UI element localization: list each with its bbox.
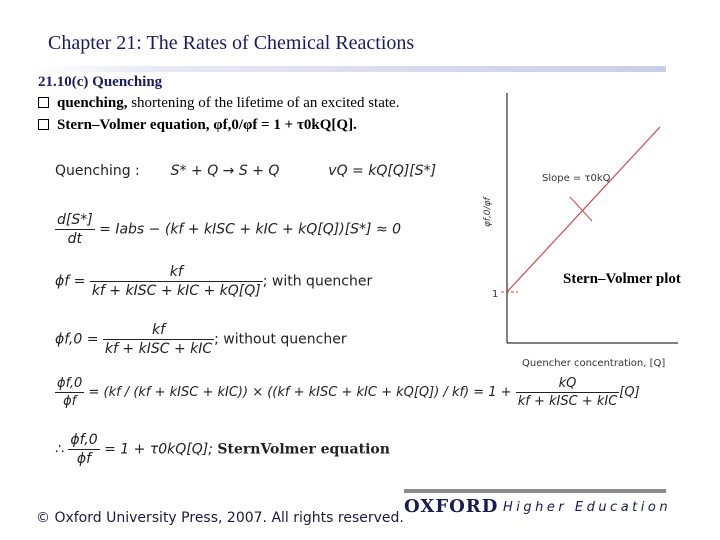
- stern-volmer-plot: [470, 85, 690, 375]
- eq-phi-f-lhs: ϕf =: [55, 273, 86, 290]
- bullet-box-icon: [38, 119, 49, 130]
- eq-rate-steady-state: [55, 212, 401, 247]
- eq-ratio-end-num: kQ: [558, 376, 577, 391]
- eq-phi-f0-den: kf + kISC + kIC: [104, 341, 213, 357]
- slope-label: Slope = τ0kQ: [542, 173, 611, 184]
- eq-rate-lhs-den: dt: [55, 229, 95, 247]
- bullet-quenching: [38, 95, 399, 112]
- eq-phi-f0-lhs: ϕf,0 =: [55, 331, 99, 348]
- eq-final-prefix: ∴: [55, 441, 64, 458]
- bullet-term: quenching,: [57, 95, 128, 111]
- eq-phi-f-num: kf: [169, 264, 183, 280]
- y-intercept-label: 1: [492, 289, 499, 300]
- eq-rate-rhs: = Iabs − (kf + kISC + kIC + kQ[Q])[S*] ≈ 0: [99, 221, 402, 238]
- eq-quenching-reaction: S* + Q → S + Q: [170, 163, 280, 179]
- eq-ratio: [55, 376, 640, 409]
- eq-phi-f0-num: kf: [152, 322, 166, 338]
- slide-title: Chapter 21: The Rates of Chemical Reactions: [48, 32, 415, 54]
- bullet-text: shortening of the lifetime of an excited state.: [127, 95, 400, 111]
- sv-series-line: [507, 127, 660, 292]
- section-heading: 21.10(c) Quenching: [38, 74, 163, 90]
- oxford-logo: OXFORD: [404, 496, 499, 517]
- eq-final-label: SternVolmer equation: [217, 441, 390, 458]
- eq-final: [55, 432, 390, 467]
- bullet-stern-volmer: [38, 117, 357, 134]
- eq-final-den: ϕf: [68, 449, 99, 467]
- eq-final-num: ϕf,0: [70, 432, 98, 448]
- eq-phi-f-den: kf + kISC + kIC + kQ[Q]: [91, 283, 261, 299]
- eq-quenching: [55, 163, 436, 179]
- bullet-text: Stern–Volmer equation, φf,0/φf = 1 + τ0kQ[Q].: [57, 117, 357, 133]
- eq-rate-lhs-num: d[S*]: [57, 212, 93, 228]
- eq-phi-f0: [55, 322, 347, 357]
- eq-phi-f0-note: ; without quencher: [214, 331, 347, 348]
- footer-rule: [404, 489, 666, 493]
- eq-phi-f-note: ; with quencher: [262, 273, 373, 290]
- x-axis-label: Quencher concentration, [Q]: [522, 358, 666, 369]
- eq-phi-f: [55, 264, 372, 299]
- footer-copyright: © Oxford University Press, 2007. All rights reserved.: [36, 510, 404, 526]
- title-rule: [30, 66, 666, 72]
- eq-ratio-end-q: [Q]: [619, 385, 640, 400]
- eq-quenching-label: Quenching :: [55, 163, 140, 179]
- y-axis-label: φf,0/φf: [483, 197, 493, 227]
- eq-ratio-mid: = (kf / (kf + kISC + kIC)) × ((kf + kISC + kIC + kQ[Q]) / kf) = 1 +: [88, 385, 512, 400]
- eq-ratio-den: ϕf: [55, 392, 84, 409]
- bullet-box-icon: [38, 97, 49, 108]
- eq-ratio-num: ϕf,0: [57, 376, 83, 391]
- slope-leader: [570, 197, 592, 221]
- oxford-logo-sub: Higher Education: [503, 500, 672, 515]
- eq-ratio-end-den: kf + kISC + kIC: [517, 394, 618, 409]
- eq-quenching-rate: vQ = kQ[Q][S*]: [328, 163, 437, 179]
- eq-final-rhs: = 1 + τ0kQ[Q];: [104, 441, 213, 458]
- plot-caption: Stern–Volmer plot: [563, 271, 681, 287]
